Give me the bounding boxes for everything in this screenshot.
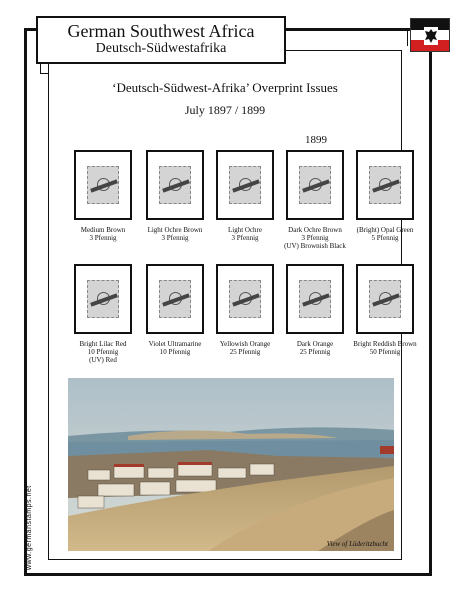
harbour-photo xyxy=(68,378,394,551)
stamp-caption-line: Light Ochre xyxy=(227,226,262,234)
stamp-caption-line: 25 Pfennig xyxy=(229,348,261,356)
stamp-caption xyxy=(345,340,425,356)
stamp-cell xyxy=(286,264,346,356)
stamp-caption xyxy=(205,340,285,356)
stamp-frame xyxy=(216,150,274,220)
corner-offset-line xyxy=(40,64,48,74)
stamp-image xyxy=(159,280,191,318)
stamp-cell xyxy=(146,150,206,242)
photo-caption: View of Lüderitzbucht xyxy=(326,540,388,548)
stamp-cell xyxy=(74,264,134,364)
stamp-cell xyxy=(216,150,276,242)
website-url: www.germanstamps.net xyxy=(26,485,33,570)
stamp-frame xyxy=(216,264,274,334)
stamp-frame xyxy=(356,150,414,220)
stamp-image xyxy=(87,166,119,204)
stamp-frame xyxy=(356,264,414,334)
stamp-caption-line: 3 Pfennig xyxy=(301,234,329,242)
stamp-caption xyxy=(135,340,215,356)
stamp-caption-line: Violet Ultramarine xyxy=(148,340,202,348)
stamp-image xyxy=(299,280,331,318)
stamp-image xyxy=(369,166,401,204)
stamp-caption-line: Dark Orange xyxy=(296,340,334,348)
stamp-caption-line: Bright Reddish Brown xyxy=(353,340,417,348)
stamp-caption xyxy=(345,226,425,242)
stamp-caption-line: 25 Pfennig xyxy=(299,348,331,356)
page-subtitle: Deutsch-Südwestafrika xyxy=(95,41,227,56)
stamp-cell xyxy=(146,264,206,356)
stamp-image xyxy=(299,166,331,204)
stamp-caption xyxy=(135,226,215,242)
stamp-caption-line: (Bright) Opal Green xyxy=(356,226,414,234)
stamp-cell xyxy=(286,150,346,250)
stamp-image xyxy=(87,280,119,318)
stamp-frame xyxy=(74,150,132,220)
stamp-caption xyxy=(205,226,285,242)
stamp-cell xyxy=(74,150,134,242)
stamp-caption-line: Bright Lilac Red xyxy=(79,340,127,348)
stamp-frame xyxy=(286,150,344,220)
stamp-frame xyxy=(74,264,132,334)
section-heading: ‘Deutsch-Südwest-Afrika’ Overprint Issues xyxy=(112,80,338,95)
stamp-caption-line: Yellowish Orange xyxy=(219,340,271,348)
stamp-caption-line: 3 Pfennig xyxy=(89,234,117,242)
stamp-caption-line: 10 Pfennig xyxy=(159,348,191,356)
stamp-image xyxy=(369,280,401,318)
title-box xyxy=(36,16,286,64)
stamp-caption xyxy=(275,340,355,356)
stamp-caption-line: 50 Pfennig xyxy=(369,348,401,356)
imperial-german-flag-icon xyxy=(410,18,450,52)
stamp-caption xyxy=(275,226,355,250)
eagle-emblem-icon xyxy=(424,27,438,45)
section-date-range: July 1897 / 1899 xyxy=(184,103,266,117)
stamp-frame xyxy=(146,150,204,220)
stamp-caption xyxy=(63,226,143,242)
stamp-caption-line: 10 Pfennig xyxy=(87,348,119,356)
stamp-frame xyxy=(286,264,344,334)
stamp-image xyxy=(159,166,191,204)
stamp-caption-line: Dark Ochre Brown xyxy=(288,226,342,234)
stamp-caption-line: (UV) Red xyxy=(89,356,117,364)
stamp-image xyxy=(229,280,261,318)
stamp-cell xyxy=(216,264,276,356)
stamp-caption xyxy=(63,340,143,364)
title-offset-line xyxy=(288,30,408,46)
stamp-caption-line: Light Ochre Brown xyxy=(147,226,203,234)
stamp-cell xyxy=(356,150,416,242)
stamp-cell xyxy=(353,264,417,356)
stamp-caption-line: 3 Pfennig xyxy=(161,234,189,242)
harbour-photo-image xyxy=(68,378,394,551)
year-label: 1899 xyxy=(305,134,327,146)
stamp-caption-line: 5 Pfennig xyxy=(371,234,399,242)
stamp-frame xyxy=(146,264,204,334)
stamp-image xyxy=(229,166,261,204)
stamp-caption-line: Medium Brown xyxy=(80,226,126,234)
stamp-caption-line: (UV) Brownish Black xyxy=(284,242,346,250)
stamp-caption-line: 3 Pfennig xyxy=(231,234,259,242)
page-title: German Southwest Africa xyxy=(67,21,255,41)
